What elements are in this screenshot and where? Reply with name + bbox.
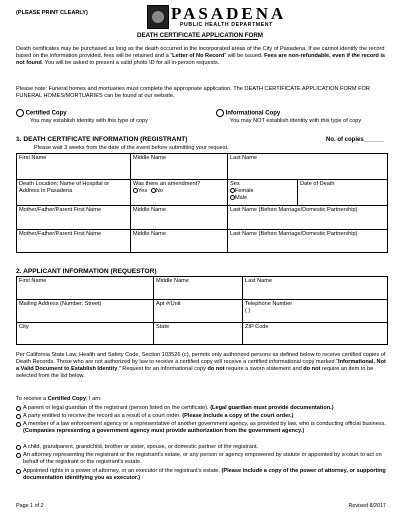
- intro-paragraph: Death certificates may be purchased as long as the death occurred in the incorporated areas of the City of Pasadena. If we cannot identify the record based on the information provided, fees will be retained and a “Letter of No Record” will be issued. Fees are non-refundable, even if the record is not found. You will be asked to present a valid photo ID for all in-person requests.: [16, 46, 386, 66]
- parent1-first-name-field[interactable]: Mother/Father/Parent First Name: [17, 206, 131, 230]
- date-of-death-field[interactable]: Date of Death: [298, 180, 388, 206]
- zip-code-field[interactable]: ZIP Code: [245, 324, 269, 330]
- applicant-last-name-field[interactable]: Last Name: [243, 277, 388, 300]
- title-underline: [150, 39, 258, 40]
- sex-field: Sex Female Male: [228, 180, 298, 206]
- brand-subtitle: PUBLIC HEALTH DEPARTMENT: [180, 22, 273, 28]
- parent2-middle-name-field[interactable]: Middle Name: [131, 230, 228, 253]
- informational-copy-note: You may NOT establish identity with this type of copy: [230, 118, 362, 124]
- eligibility-option-relative[interactable]: A child, grandparent, grandchild, brother or sister, spouse, or domestic partner of the registrant.: [16, 444, 388, 451]
- eligibility-radio[interactable]: [16, 422, 21, 427]
- funeral-home-note: Please note: Funeral homes and mortuaries must complete the appropriate application. The DEATH CERTIFICATE APPLICATION FORM FOR FUNERAL HOMES/MORTUARIES can be found at our website.: [16, 86, 370, 99]
- registrant-middle-name-field[interactable]: Middle Name: [131, 154, 228, 180]
- law-paragraph: Per California State Law, Health and Safety Code, Section 103526 (c), permits only authorized persons as defined below to receive certified copies of Death Records. Those who are not authorized by law to receive a certified copy will receive a certified informational copy marked “Informational, Not a Valid Document to Establish Identity.” Request for an informational copy do not require a sworn statement and do not require an item to be selected from the list below.: [16, 352, 386, 379]
- applicant-table: [16, 276, 388, 345]
- eligibility-option-court-order[interactable]: A party entitled to receive the record as a result of a court order. (Please include a copy of the court order.): [16, 413, 388, 420]
- parent1-middle-name-field[interactable]: Middle Name: [131, 206, 228, 230]
- parent2-first-name-field[interactable]: Mother/Father/Parent First Name: [17, 230, 131, 253]
- form-title: DEATH CERTIFICATE APPLICATION FORM: [137, 32, 263, 39]
- death-location-field[interactable]: Death Location: Name of Hospital or Address in Pasadena: [17, 180, 131, 206]
- seal-logo-icon: [147, 5, 169, 29]
- parent1-last-name-field[interactable]: Last Name (Before Marriage/Domestic Partnership): [228, 206, 388, 230]
- apt-unit-field[interactable]: Apt #/Unit: [154, 300, 243, 323]
- eligibility-radio[interactable]: [16, 406, 21, 411]
- revision-date: Revised 8/2017: [348, 503, 386, 509]
- section1-heading: 1. DEATH CERTIFICATE INFORMATION (REGISTRANT): [16, 136, 188, 143]
- eligibility-option-law-enforcement[interactable]: A member of a law enforcement agency or a representative of another government agency, as provided by law, who is conducting official business. (Companies representing a government agency must provide authorization from the government agency.): [16, 421, 388, 435]
- parent2-last-name-field[interactable]: Last Name (Before Marriage/Domestic Partnership): [230, 231, 358, 237]
- eligibility-option-parent[interactable]: A parent or legal guardian of the registrant (person listed on the certificate). (Legal guardian must provide documentation.): [16, 405, 388, 412]
- eligibility-radio[interactable]: [16, 414, 21, 419]
- print-clearly-note: (PLEASE PRINT CLEARLY): [16, 10, 88, 16]
- state-field[interactable]: State: [154, 323, 243, 345]
- certified-copy-option[interactable]: [16, 109, 67, 118]
- eligibility-radio[interactable]: [16, 453, 21, 458]
- city-field[interactable]: City: [17, 323, 154, 345]
- wait-note: Please wait 3 weeks from the date of the event before submitting your request.: [34, 145, 229, 151]
- applicant-middle-name-field[interactable]: Middle Name: [154, 277, 243, 300]
- eligibility-intro: To receive a Certified Copy, I am:: [16, 396, 102, 402]
- registrant-first-name-field[interactable]: First Name: [17, 154, 131, 180]
- eligibility-radio[interactable]: [16, 469, 21, 474]
- informational-copy-option[interactable]: [216, 109, 280, 118]
- registrant-last-name-field[interactable]: Last Name: [228, 154, 388, 180]
- informational-copy-label: Informational Copy: [225, 110, 281, 117]
- amendment-field: Was there an amendment? Yes No: [131, 180, 228, 206]
- certified-copy-label: Certified Copy: [25, 110, 67, 117]
- telephone-field[interactable]: Telephone Number ( ): [243, 300, 388, 323]
- brand-name: PASADENA: [171, 4, 287, 23]
- section2-heading: 2. APPLICANT INFORMATION (REQUESTOR): [16, 268, 157, 275]
- certified-copy-note: You may establish identity with this type of copy: [30, 118, 148, 124]
- copies-count-field[interactable]: No. of copies______: [326, 137, 384, 143]
- eligibility-option-power-of-attorney[interactable]: Appointed rights in a power of attorney, or an executor of the registrant’s estate. (Please include a copy of the power of attorney, or supporting documentation identifying you as executor.): [16, 468, 388, 482]
- mailing-address-field[interactable]: Mailing Address (Number, Street): [17, 300, 154, 323]
- applicant-first-name-field[interactable]: First Name: [17, 277, 154, 300]
- eligibility-radio[interactable]: [16, 445, 21, 450]
- informational-copy-radio[interactable]: [216, 109, 224, 117]
- certified-copy-radio[interactable]: [16, 109, 24, 117]
- eligibility-option-attorney[interactable]: An attorney representing the registrant or the registrant’s estate, or any person or agency empowered by statute or appointed by a court to act on behalf of the registrant or the registrant’s estate.: [16, 452, 388, 466]
- page-number: Page 1 of 2: [16, 503, 44, 509]
- registrant-table: [16, 153, 388, 253]
